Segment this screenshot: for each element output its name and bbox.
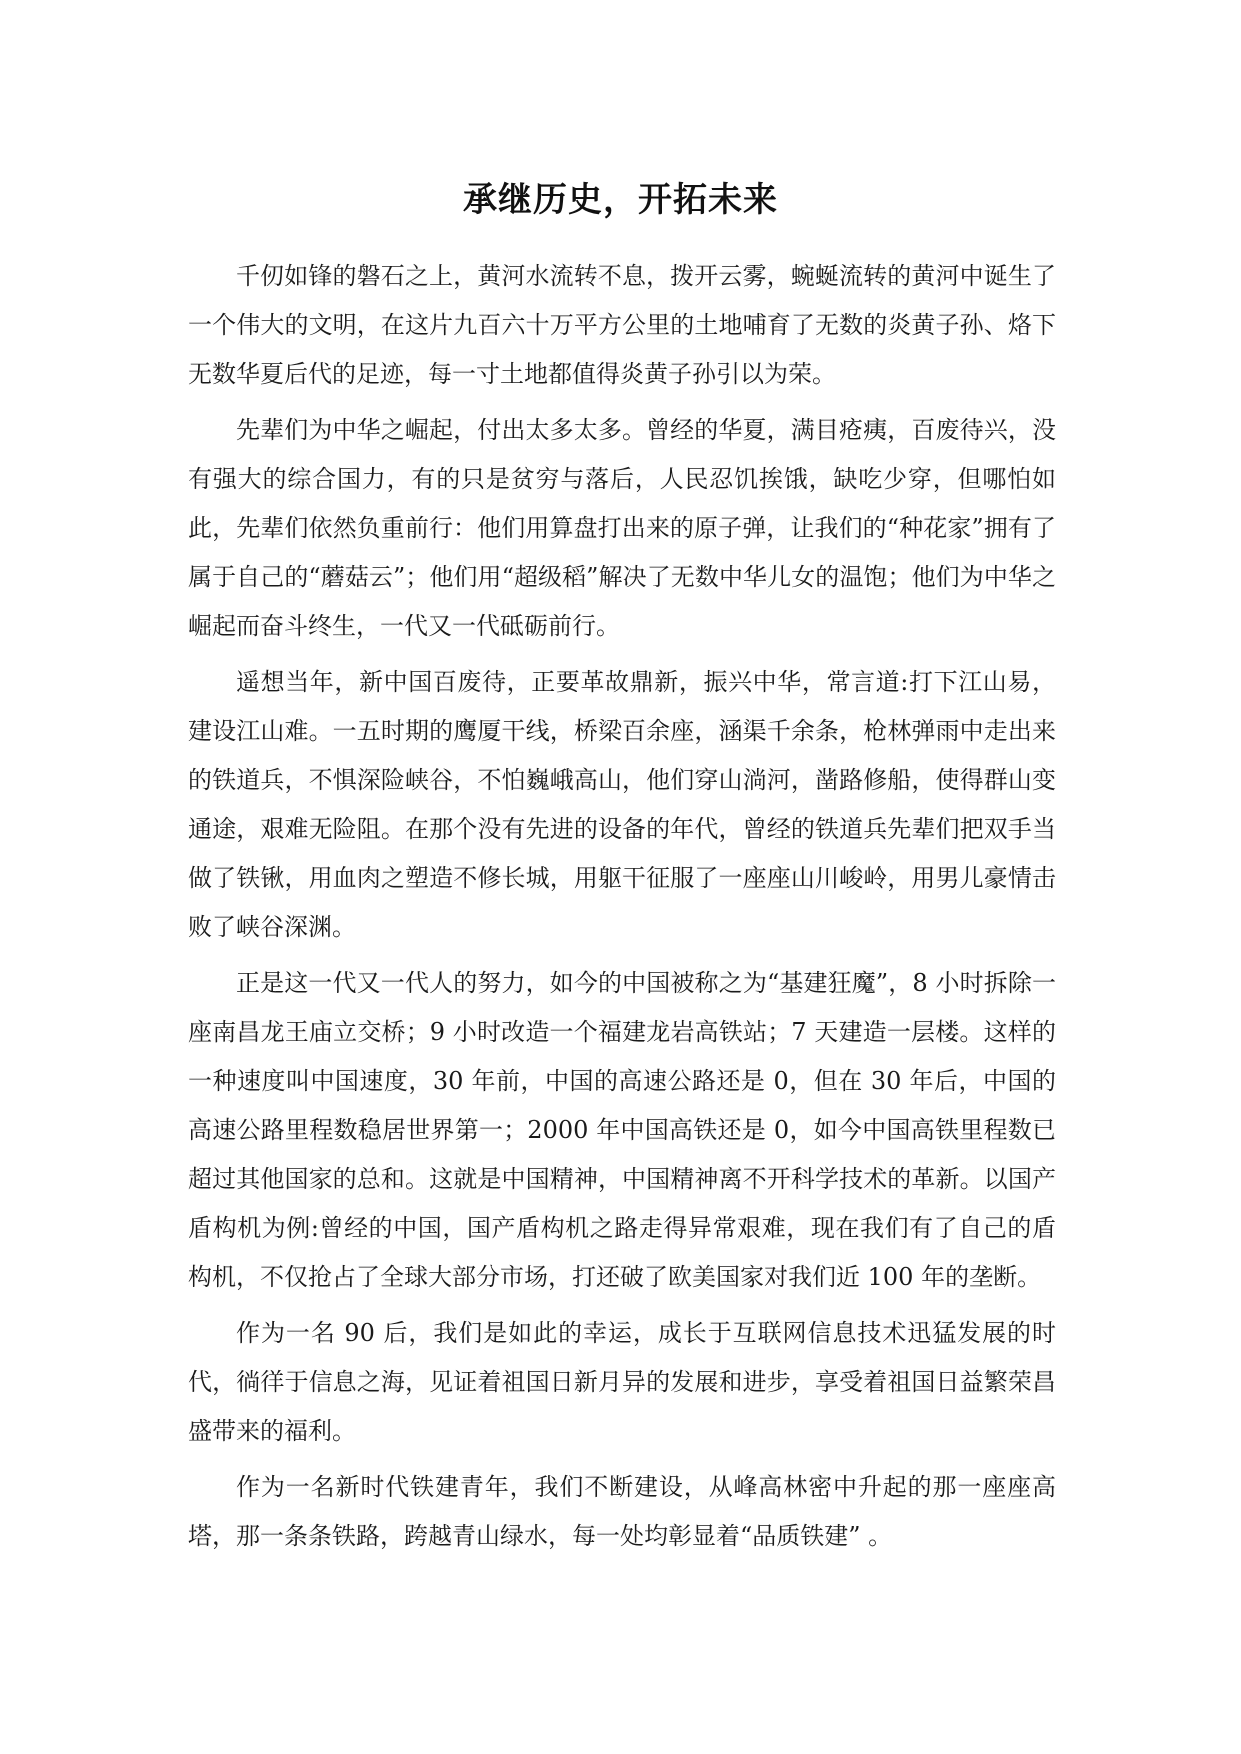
paragraph: 作为一名 90 后，我们是如此的幸运，成长于互联网信息技术迅猛发展的时代，徜徉于信息之海，见证着祖国日新月异的发展和进步，享受着祖国日益繁荣昌盛带来的福利。 — [188, 1319, 1056, 1445]
paragraph: 作为一名新时代铁建青年，我们不断建设，从峰高林密中升起的那一座座高塔，那一条条铁路，跨越青山绿水，每一处均彰显着“品质铁建” 。 — [188, 1473, 1056, 1550]
paragraph: 先辈们为中华之崛起，付出太多太多。曾经的华夏，满目疮痍，百废待兴，没有强大的综合国力，有的只是贫穷与落后，人民忍饥挨饿，缺吃少穿，但哪怕如此，先辈们依然负重前行：他们用算盘打出来的原子弹，让我们的“种花家”拥有了属于自己的“蘑菇云”；他们用“超级稻”解决了无数中华儿女的温饱；他们为中华之崛起而奋斗终生，一代又一代砥砺前行。 — [188, 416, 1056, 640]
document-body — [188, 252, 1056, 1568]
document-title: 承继历史，开拓未来 — [463, 180, 778, 220]
paragraph: 正是这一代又一代人的努力，如今的中国被称之为“基建狂魔”，8 小时拆除一座南昌龙王庙立交桥；9 小时改造一个福建龙岩高铁站；7 天建造一层楼。这样的一种速度叫中国速度，30 年前，中国的高速公路还是 0，但在 30 年后，中国的高速公路里程数稳居世界第一；2000 年中国高铁还是 0，如今中国高铁里程数已超过其他国家的总和。这就是中国精神，中国精神离不开科学技术的革新。以国产盾构机为例:曾经的中国，国产盾构机之路走得异常艰难，现在我们有了自己的盾构机，不仅抢占了全球大部分市场，打还破了欧美国家对我们近 100 年的垄断。 — [188, 969, 1056, 1291]
paragraph: 遥想当年，新中国百废待，正要革故鼎新，振兴中华，常言道:打下江山易，建设江山难。一五时期的鹰厦干线，桥梁百余座，涵渠千余条，枪林弹雨中走出来的铁道兵，不惧深险峡谷，不怕巍峨高山，他们穿山淌河，凿路修船，使得群山变通途，艰难无险阻。在那个没有先进的设备的年代，曾经的铁道兵先辈们把双手当做了铁锹，用血肉之塑造不修长城，用躯干征服了一座座山川峻岭，用男儿豪情击败了峡谷深渊。 — [188, 668, 1056, 941]
paragraph: 千仞如锋的磐石之上，黄河水流转不息，拨开云雾，蜿蜒流转的黄河中诞生了一个伟大的文明，在这片九百六十万平方公里的土地哺育了无数的炎黄子孙、烙下无数华夏后代的足迹，每一寸土地都值得炎黄子孙引以为荣。 — [188, 262, 1056, 388]
